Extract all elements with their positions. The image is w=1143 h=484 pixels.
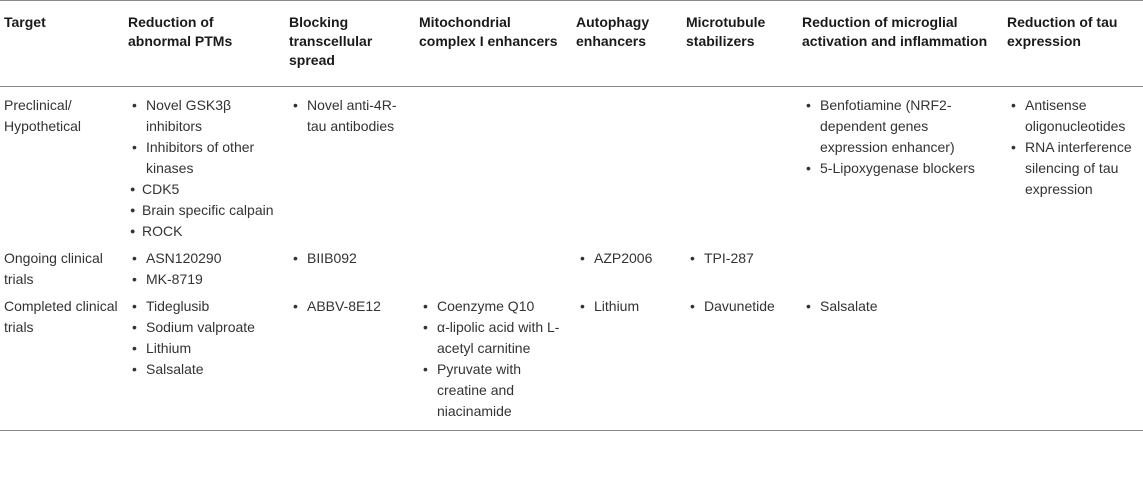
list-item: • α-lipolic acid with L-acetyl carnitine (419, 317, 568, 359)
sub-list-item: ● ROCK (128, 221, 281, 242)
list-item: • RNA interference silencing of tau expression (1007, 137, 1139, 200)
bullet-list (576, 296, 678, 317)
row-label-ongoing: Ongoing clinical trials (4, 250, 103, 287)
list-item: • Pyruvate with creatine and niacinamide (419, 359, 568, 422)
bullet-list (128, 248, 281, 290)
list-item: • Antisense oligonucleotides (1007, 95, 1139, 137)
list-item: • Davunetide (686, 296, 794, 317)
cell-completed-tau (1003, 290, 1143, 431)
table-row-completed (0, 290, 1143, 431)
list-item: • Inhibitors of other kinases (128, 137, 281, 179)
bullet-list (686, 296, 794, 317)
bullet-list (1007, 95, 1139, 200)
cell-ongoing-autophagy (572, 242, 682, 290)
cell-ongoing-tau (1003, 242, 1143, 290)
cell-ongoing-mito (415, 242, 572, 290)
sub-list-item: ● CDK5 (128, 179, 281, 200)
bullet-list (576, 248, 678, 269)
list-item: • ASN120290 (128, 248, 281, 269)
table-row-ongoing (0, 242, 1143, 290)
header-row (0, 1, 1143, 87)
list-item: • AZP2006 (576, 248, 678, 269)
cell-completed-mito (415, 290, 572, 431)
list-item: • Sodium valproate (128, 317, 281, 338)
cell-completed-ptm (124, 290, 285, 431)
header-blocking-transcellular-spread: Blocking transcellular spread (289, 14, 373, 68)
cell-preclinical-ptm (124, 87, 285, 243)
cell-ongoing-spread (285, 242, 415, 290)
cell-ongoing-microglia (798, 242, 1003, 290)
header-autophagy-enhancers: Autophagy enhancers (576, 14, 650, 49)
bullet-list (419, 296, 568, 422)
bullet-list (802, 95, 999, 179)
cell-completed-microglia (798, 290, 1003, 431)
cell-preclinical-microglia (798, 87, 1003, 243)
row-label-completed: Completed clinical trials (4, 298, 118, 335)
header-target: Target (4, 14, 46, 30)
bullet-list (289, 296, 411, 317)
list-item: • 5-Lipoxygenase blockers (802, 158, 999, 179)
cell-ongoing-ptm (124, 242, 285, 290)
header-reduction-of-abnormal-ptms: Reduction of abnormal PTMs (128, 14, 233, 49)
bullet-list (128, 95, 281, 242)
list-item: • BIIB092 (289, 248, 411, 269)
list-item: • ABBV-8E12 (289, 296, 411, 317)
list-item: • Coenzyme Q10 (419, 296, 568, 317)
cell-completed-autophagy (572, 290, 682, 431)
cell-preclinical-autophagy (572, 87, 682, 243)
header-reduction-of-microglial-activation: Reduction of microglial activation and inflammation (802, 14, 988, 49)
list-item: • Salsalate (128, 359, 281, 380)
list-item: • Salsalate (802, 296, 999, 317)
bullet-list (289, 248, 411, 269)
cell-preclinical-microtubule (682, 87, 798, 243)
list-item: • MK-8719 (128, 269, 281, 290)
header-mitochondrial-complex-i-enhancers: Mitochondrial complex I enhancers (419, 14, 558, 49)
cell-preclinical-spread (285, 87, 415, 243)
list-item: • Lithium (576, 296, 678, 317)
cell-ongoing-microtubule (682, 242, 798, 290)
list-item: • Lithium (128, 338, 281, 359)
list-item: • TPI-287 (686, 248, 794, 269)
list-item: • Novel anti-4R-tau antibodies (289, 95, 411, 137)
bullet-list (686, 248, 794, 269)
list-item: • Novel GSK3β inhibitors (128, 95, 281, 137)
cell-completed-spread (285, 290, 415, 431)
bullet-list (289, 95, 411, 137)
list-item: • Benfotiamine (NRF2-dependent genes expression enhancer) (802, 95, 999, 158)
header-reduction-of-tau-expression: Reduction of tau expression (1007, 14, 1118, 49)
sub-list-item: ● Brain specific calpain (128, 200, 281, 221)
row-label-preclinical: Preclinical/ Hypothetical (4, 97, 82, 134)
cell-preclinical-mito (415, 87, 572, 243)
list-item: • Tideglusib (128, 296, 281, 317)
header-microtubule-stabilizers: Microtubule stabilizers (686, 14, 766, 49)
cell-completed-microtubule (682, 290, 798, 431)
table-row-preclinical (0, 87, 1143, 243)
cell-preclinical-tau (1003, 87, 1143, 243)
bullet-list (128, 296, 281, 380)
bullet-list (802, 296, 999, 317)
